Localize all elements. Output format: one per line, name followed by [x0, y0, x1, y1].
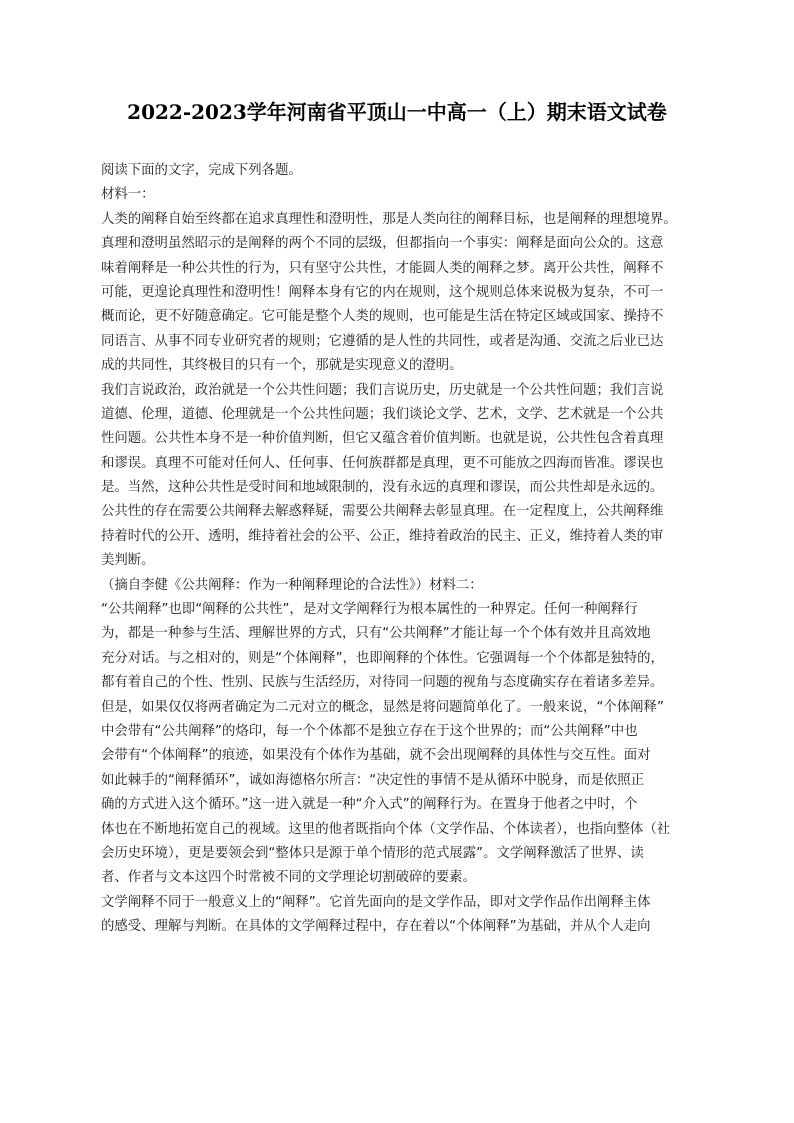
body-text-line: 性问题。公共性本身不是一种价值判断，但它又蕴含着价值判断。也就是说，公共性包含着真理	[101, 431, 664, 447]
body-text-line: 和谬误。真理不可能对任何人、任何事、任何族群都是真理，更不可能放之四海而皆准。谬误也	[101, 455, 664, 471]
body-text-line: 公共性的存在需要公共阐释去解惑释疑，需要公共阐释去彰显真理。在一定程度上，公共阐释维	[101, 504, 664, 520]
body-text-line: 为，都是一种参与生活、理解世界的方式，只有“公共阐释”才能让每一个个体有效并且高效地	[101, 626, 651, 642]
body-text-line: 概而论，更不好随意确定。它可能是整个人类的规则，也可能是生活在特定区域或国家、操持不	[101, 309, 664, 325]
body-text-line: 会带有“个体阐释”的痕迹，如果没有个体作为基础，就不会出现阐释的具体性与交互性。面对	[101, 748, 651, 764]
body-text-line: 中会带有“公共阐释”的烙印，每一个个体都不是独立存在于这个世界的；而“公共阐释”中也	[101, 723, 638, 739]
body-text-line: 阅读下面的文字，完成下列各题。	[101, 163, 302, 178]
document-title: 2022-2023学年河南省平顶山一中高一（上）期末语文试卷	[127, 100, 667, 124]
body-text-line: 美判断。	[101, 553, 155, 569]
body-text-line: 会历史环境），更是要领会到“整体只是源于单个情形的范式展露”。文学阐释激活了世界、读	[101, 845, 644, 861]
body-text-line: 我们言说政治，政治就是一个公共性问题；我们言说历史，历史就是一个公共性问题；我们言说	[101, 382, 664, 398]
body-text-line: 是。当然，这种公共性是受时间和地域限制的，没有永远的真理和谬误，而公共性却是永远的。	[101, 480, 664, 496]
body-text-line: 文学阐释不同于一般意义上的“阐释”。它首先面向的是文学作品，即对文学作品作出阐释主体	[101, 894, 651, 910]
document-body	[101, 159, 693, 940]
body-text-line: 材料一：	[101, 187, 155, 203]
body-text-line: 人类的阐释自始至终都在追求真理性和澄明性，那是人类向往的阐释目标，也是阐释的理想境界。	[101, 211, 677, 227]
body-text-line: 但是，如果仅仅将两者确定为二元对立的概念，显然是将问题简单化了。一般来说，“个体阐释”	[101, 699, 664, 715]
body-text-line: 充分对话。与之相对的，则是“个体阐释”，也即阐释的个体性。它强调每一个个体都是独特的，	[101, 650, 664, 666]
body-text-line: 确的方式进入这个循环。”这一进入就是一种“介入式”的阐释行为。在置身于他者之中时，个	[101, 797, 638, 813]
body-text-line: 味着阐释是一种公共性的行为，只有坚守公共性，才能圆人类的阐释之梦。离开公共性，阐释不	[101, 260, 664, 276]
body-text-line: 者、作者与文本这四个时常被不同的文学理论切割破碎的要素。	[101, 870, 476, 886]
body-text-line: 真理和澄明虽然昭示的是阐释的两个不同的层级，但都指向一个事实：阐释是面向公众的。这意	[101, 236, 664, 252]
body-text-line: （摘自李健《公共阐释：作为一种阐释理论的合法性》）材料二：	[101, 577, 483, 593]
body-text-line: 道德、伦理，道德、伦理就是一个公共性问题；我们谈论文学、艺术，文学、艺术就是一个公共	[101, 406, 664, 422]
body-text-line: 同语言、从事不同专业研究者的规则；它遵循的是人性的共同性，或者是沟通、交流之后业已达	[101, 333, 664, 349]
body-text-line: 可能，更遑论真理性和澄明性！阐释本身有它的内在规则，这个规则总体来说极为复杂，不可一	[101, 284, 664, 300]
body-text-line: 如此棘手的“阐释循环”，诚如海德格尔所言：“决定性的事情不是从循环中脱身，而是依照正	[101, 772, 645, 788]
body-text-line: 持着时代的公开、透明，维持着社会的公平、公正，维持着政治的民主、正义，维持着人类的审	[101, 528, 664, 544]
body-text-line: 的感受、理解与判断。在具体的文学阐释过程中，存在着以“个体阐释”为基础，并从个人走向	[101, 919, 651, 935]
body-text-line: 都有着自己的个性、性别、民族与生活经历，对待同一问题的视角与态度确实存在着诸多差异。	[101, 675, 664, 691]
body-text-line: “公共阐释”也即“阐释的公共性”，是对文学阐释行为根本属性的一种界定。任何一种阐释行	[101, 602, 638, 618]
body-text-line: 成的共同性，其终极目的只有一个，那就是实现意义的澄明。	[101, 358, 463, 374]
body-text-line: 体也在不断地拓宽自己的视域。这里的他者既指向个体（文学作品、个体读者），也指向整体（社	[101, 821, 671, 837]
